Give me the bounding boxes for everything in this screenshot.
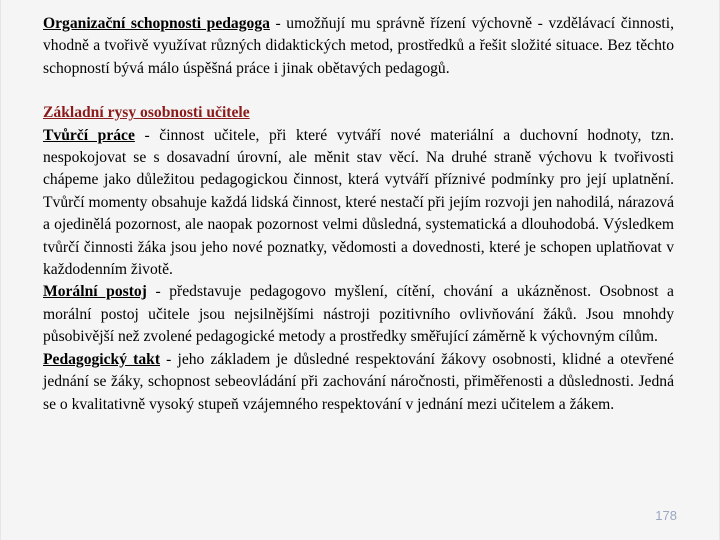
section-heading bbox=[43, 102, 674, 124]
paragraph-text: - představuje pedagogovo myšlení, cítění, chování a ukázněnost. Osobnost a morální postoj učitele jsou nejsilnějšími nástroji pozitivního ovlivňování žáků. Jsou mnohdy působivější než zvolené pedagogické metody a prostředky směřující záměrně k výchovným cílům. bbox=[43, 283, 674, 346]
text-body bbox=[43, 13, 674, 416]
paragraph-text: - činnost učitele, při které vytváří nové materiální a duchovní hodnoty, tzn. nespokojovat se s dosavadní úrovní, ale měnit stav věcí. Na druhé straně výchovu k tvořivosti chápeme jako důležitou pedagogickou činnost, která vytváří příznivé podmínky pro její uplatnění. Tvůrčí momenty obsahuje každá lidská činnost, které nestačí při jejím rozvoji jen nahodilá, nárazová a ojedinělá pozornost, ale naopak pozornost velmi důsledná, systematická a dlouhodobá. Výsledkem tvůrčí činnosti žáka jsou jeho nové poznatky, vědomosti a dovednosti, které je schopen uplatňovat v každodenním životě. bbox=[43, 126, 674, 279]
heading-text: Základní rysy osobnosti učitele bbox=[43, 104, 250, 122]
page-number: 178 bbox=[655, 508, 677, 523]
paragraph-pedagogical-tact bbox=[43, 349, 674, 416]
paragraph-organizational-skills bbox=[43, 13, 674, 80]
paragraph-text: - umožňují mu správně řízení výchovně - vzdělávací činnosti, vhodně a tvořivě využívat různých didaktických metod, prostředků a řešit složité situace. Bez těchto schopností bývá málo úspěšná práce i jinak obětavých pedagogů. bbox=[43, 15, 674, 77]
term-pedagogical-tact: Pedagogický takt bbox=[43, 350, 161, 368]
paragraph-text: - jeho základem je důsledné respektování žákovy osobnosti, klidné a otevřené jednání se žáky, schopnost sebeovládání při zachování náročnosti, přiměřenosti a důslednosti. Jedná se o kvalitativně vysoký stupeň vzájemného respektování v jednání mezi učitelem a žákem. bbox=[43, 350, 674, 413]
term-creative-work: Tvůrčí práce bbox=[43, 126, 135, 144]
paragraph-creative-work bbox=[43, 125, 674, 282]
paragraph-moral-attitude bbox=[43, 281, 674, 348]
term-organizational-skills: Organizační schopnosti pedagoga bbox=[43, 15, 270, 32]
term-moral-attitude: Morální postoj bbox=[43, 283, 147, 301]
